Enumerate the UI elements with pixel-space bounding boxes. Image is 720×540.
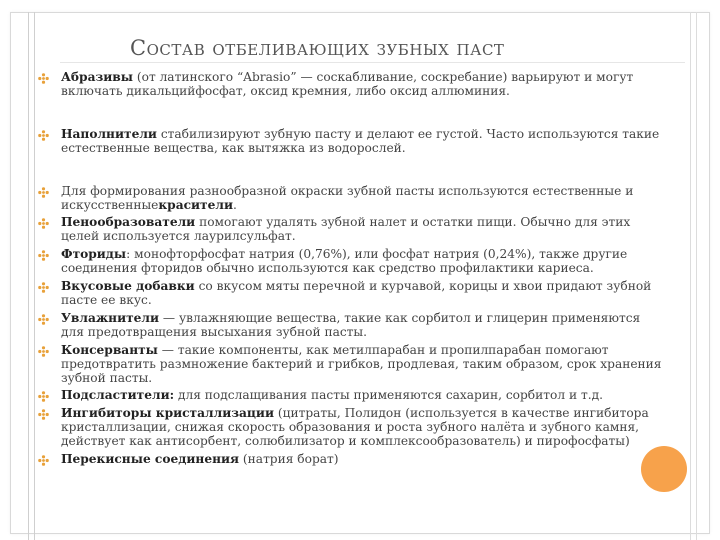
item-text: (от латинского “Abrasio” — соскабливание, соскребание) варьируют и могут включать дикальцийфосфат, оксид кремния, либо оксид аллюминия. <box>61 70 634 98</box>
item-term: Пенообразователи <box>61 215 196 230</box>
item-term: Консерванты <box>61 342 158 357</box>
fleuron-bullet-icon <box>38 282 49 293</box>
bullet-list <box>36 71 666 467</box>
item-text: (натрия борат) <box>239 452 339 467</box>
list-item-fillers <box>36 128 666 156</box>
item-term: Ингибиторы кристаллизации <box>61 406 274 421</box>
title-divider <box>60 62 685 63</box>
item-text: . <box>233 197 237 212</box>
list-item-fluorides <box>36 248 666 276</box>
fleuron-bullet-icon <box>38 409 49 420</box>
fleuron-bullet-icon <box>38 218 49 229</box>
item-text: (цитраты, Полидон (используется в качестве ингибитора кристаллизации, снижая скорость образования и роста зубного налёта и зубного камня, действует как антисорбент, солюбилизатор и комплексообразователь) и пирофосфаты) <box>61 406 649 449</box>
list-item-colorants <box>36 185 666 213</box>
item-text: стабилизируют зубную пасту и делают ее густой. Часто используются такие естественные вещества, как вытяжка из водорослей. <box>61 126 660 155</box>
left-border-line <box>28 12 29 540</box>
item-term: Перекисные соединения <box>61 452 240 467</box>
fleuron-bullet-icon <box>38 73 49 84</box>
item-term: Фториды <box>61 247 127 262</box>
item-text: — такие компоненты, как метилпарабан и пропилпарабан помогают предотвратить размножение бактерий и грибков, продлевая, таким образом, срок хранения зубной пасты. <box>61 342 662 385</box>
fleuron-bullet-icon <box>38 346 49 357</box>
list-item-sweeteners <box>36 389 666 403</box>
item-text: — увлажняющие вещества, такие как сорбитол и глицерин применяются для предотвращения высыхания зубной пасты. <box>61 310 641 339</box>
list-item-flavorings <box>36 280 666 308</box>
left-border-line-inner <box>34 12 35 540</box>
fleuron-bullet-icon <box>38 314 49 325</box>
list-item-crystallization-inhibitors <box>36 407 666 449</box>
item-term: красители <box>158 197 233 212</box>
item-text: со вкусом мяты перечной и курчавой, корицы и хвои придают зубной пасте ее вкус. <box>61 279 652 307</box>
fleuron-bullet-icon <box>38 391 49 402</box>
item-term: Наполнители <box>61 126 157 141</box>
item-term: Вкусовые добавки <box>61 279 195 294</box>
list-item-foaming-agents <box>36 216 666 244</box>
right-border-line-outer <box>696 12 697 540</box>
fleuron-bullet-icon <box>38 250 49 261</box>
decorative-circle <box>641 446 687 492</box>
fleuron-bullet-icon <box>38 455 49 466</box>
list-item-humectants <box>36 312 666 340</box>
item-term: Абразивы <box>61 70 133 84</box>
fleuron-bullet-icon <box>38 130 49 141</box>
fleuron-bullet-icon <box>38 187 49 198</box>
list-item-preservatives <box>36 344 666 386</box>
item-prefix: Для формирования разнообразной окраски зубной пасты используются естественные и искусственные <box>61 183 634 212</box>
list-item-peroxide-compounds <box>36 453 666 467</box>
right-border-line <box>690 12 691 540</box>
list-item-abrasives <box>36 71 666 99</box>
item-term: Подсластители: <box>61 388 175 403</box>
slide-title: Состав отбеливающих зубных паст <box>130 36 505 60</box>
item-text: помогают удалять зубной налет и остатки пищи. Обычно для этих целей используется лаурилсульфат. <box>61 215 631 244</box>
item-text: для подслащивания пасты применяются сахарин, сорбитол и т.д. <box>174 388 603 403</box>
item-text: : монофторфосфат натрия (0,76%), или фосфат натрия (0,24%), также другие соединения фторидов обычно используются как средство профилактики кариеса. <box>61 247 628 276</box>
item-term: Увлажнители <box>61 310 160 325</box>
